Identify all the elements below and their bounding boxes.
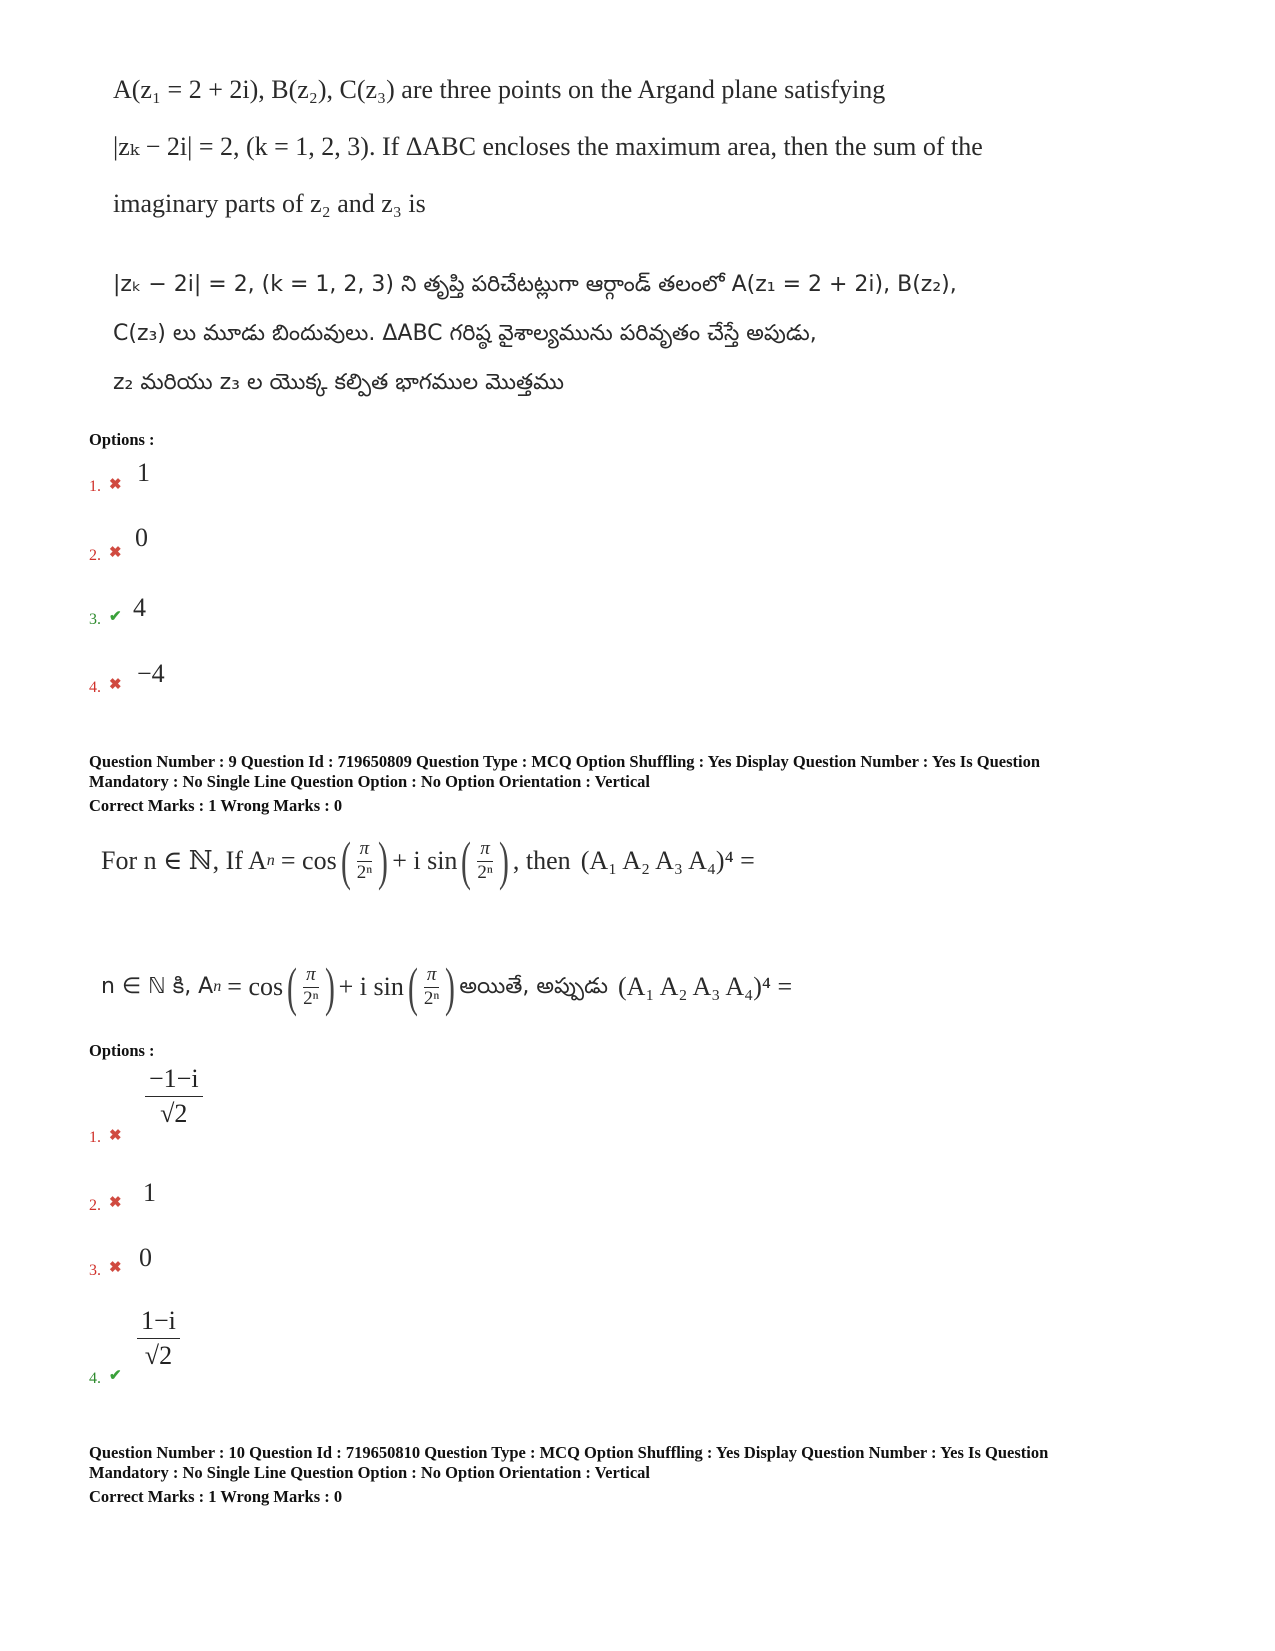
pi-numerator: π: [424, 964, 440, 988]
q8-option-2-number: 2.: [89, 547, 101, 564]
q9-option-3-number: 3.: [89, 1262, 101, 1279]
pi-numerator: π: [357, 838, 373, 862]
q9-option-4-denominator: √2: [144, 1341, 173, 1370]
two-n-denominator: 2ⁿ: [356, 861, 373, 883]
q9-option-4-numerator: 1−i: [137, 1306, 180, 1339]
q9-option-3[interactable]: [89, 1243, 289, 1288]
q9-option-4-number: 4.: [89, 1370, 101, 1387]
q8-options-label: Options :: [89, 430, 155, 449]
q9-option-4[interactable]: [89, 1306, 329, 1396]
left-paren-glyph: (: [461, 830, 472, 891]
q9-option-3-value: 0: [139, 1243, 152, 1272]
q9-telugu-product: (A₁ A₂ A₃ A₄)⁴ =: [618, 972, 793, 1002]
q8-option-4-number: 4.: [89, 679, 101, 696]
two-n-denominator: 2ⁿ: [303, 987, 319, 1009]
q8-telugu-line-1: |zₖ − 2i| = 2, (k = 1, 2, 3) ని తృప్తి పరిచేటట్లుగా ఆర్గాండ్ తలంలో A(z₁ = 2 + 2i), B(z₂),: [113, 272, 957, 297]
q9-english-prefix: For n ∈ ℕ, If A: [101, 846, 267, 876]
check-icon: ✔: [109, 609, 122, 625]
pi-numerator: π: [477, 838, 493, 862]
q9-telugu-plus-isin: + i sin: [338, 972, 404, 1002]
cross-icon: ✖: [109, 677, 122, 693]
q10-marks-line: Correct Marks : 1 Wrong Marks : 0: [89, 1487, 343, 1506]
q8-option-2[interactable]: [89, 523, 289, 568]
q8-english-line-1: A(z₁ = 2 + 2i), B(z₂), C(z₃) are three points on the Argand plane satisfying: [113, 75, 886, 104]
q8-option-3-value: 4: [133, 593, 146, 622]
q9-option-2-value: 1: [143, 1178, 156, 1207]
q10-meta-line-2: Mandatory : No Single Line Question Option : No Option Orientation : Vertical: [89, 1463, 651, 1482]
q8-option-3-number: 3.: [89, 611, 101, 628]
two-n-denominator: 2ⁿ: [477, 861, 493, 883]
q9-option-1-denominator: √2: [160, 1099, 188, 1128]
q9-meta-line-1: Question Number : 9 Question Id : 719650809 Question Type : MCQ Option Shuffling : Yes Display Question Number : Yes Is Question: [89, 752, 1040, 771]
q9-marks-line: Correct Marks : 1 Wrong Marks : 0: [89, 796, 343, 815]
q9-option-1-fraction: [145, 1064, 203, 1129]
left-paren-glyph: (: [340, 830, 351, 891]
q9-telugu-eq: = cos: [227, 972, 284, 1002]
cross-icon: ✖: [109, 1128, 122, 1144]
q9-option-2[interactable]: [89, 1178, 289, 1223]
q9-telugu-frac-2: [424, 964, 440, 1011]
q8-option-1-value: 1: [137, 458, 150, 487]
q8-option-2-value: 0: [135, 523, 148, 552]
q9-option-1-numerator: −1−i: [145, 1064, 203, 1097]
cross-icon: ✖: [109, 1195, 122, 1211]
q9-option-4-fraction: [137, 1306, 180, 1371]
q8-option-3[interactable]: [89, 593, 289, 638]
pi-numerator: π: [303, 964, 319, 988]
q9-telugu-statement: [101, 952, 792, 1022]
q9-english-frac-2: [477, 838, 493, 885]
q9-telugu-subscript: n: [213, 978, 222, 996]
q10-meta-line-1: Question Number : 10 Question Id : 719650810 Question Type : MCQ Option Shuffling : Yes Display Question Number : Yes Is Question: [89, 1443, 1049, 1462]
q8-telugu-line-2: C(z₃) లు మూడు బిందువులు. ΔABC గరిష్ఠ వైశాల్యమును పరివృతం చేస్తే అపుడు,: [113, 321, 817, 346]
q9-meta-line-2: Mandatory : No Single Line Question Option : No Option Orientation : Vertical: [89, 772, 651, 791]
q9-english-plus-isin: + i sin: [392, 846, 458, 876]
q9-english-eq: = cos: [280, 846, 337, 876]
q8-english-line-2: |zₖ − 2i| = 2, (k = 1, 2, 3). If ΔABC encloses the maximum area, then the sum of the: [113, 132, 983, 161]
check-icon: ✔: [109, 1368, 122, 1384]
cross-icon: ✖: [109, 545, 122, 561]
q9-telugu-mid: అయితే, అప్పుడు: [459, 973, 608, 999]
right-paren-glyph: ): [324, 956, 335, 1017]
cross-icon: ✖: [109, 1260, 122, 1276]
right-paren-glyph: ): [498, 830, 509, 891]
q8-option-1[interactable]: [89, 458, 289, 503]
q9-option-2-number: 2.: [89, 1197, 101, 1214]
right-paren-glyph: ): [378, 830, 389, 891]
q9-telugu-frac-1: [303, 964, 319, 1011]
right-paren-glyph: ): [445, 956, 456, 1017]
q9-english-frac-1: [357, 838, 373, 885]
q8-option-4-value: −4: [137, 659, 165, 688]
q9-option-1-number: 1.: [89, 1129, 101, 1146]
q8-english-line-3: imaginary parts of z₂ and z₃ is: [113, 189, 426, 218]
left-paren-glyph: (: [287, 956, 298, 1017]
q9-english-subscript: n: [266, 852, 275, 870]
q8-option-1-number: 1.: [89, 478, 101, 495]
q9-english-product: (A₁ A₂ A₃ A₄)⁴ =: [580, 846, 755, 876]
q8-option-4[interactable]: [89, 659, 289, 704]
q9-options-label: Options :: [89, 1041, 155, 1060]
q9-english-statement: [101, 826, 755, 896]
q9-english-then: , then: [512, 846, 571, 876]
q9-option-1[interactable]: [89, 1064, 329, 1154]
left-paren-glyph: (: [407, 956, 418, 1017]
q9-telugu-prefix: n ∈ ℕ కి, A: [101, 973, 214, 999]
q8-telugu-line-3: z₂ మరియు z₃ ల యొక్క కల్పిత భాగముల మొత్తము: [113, 370, 564, 395]
cross-icon: ✖: [109, 477, 122, 493]
two-n-denominator: 2ⁿ: [423, 987, 440, 1009]
